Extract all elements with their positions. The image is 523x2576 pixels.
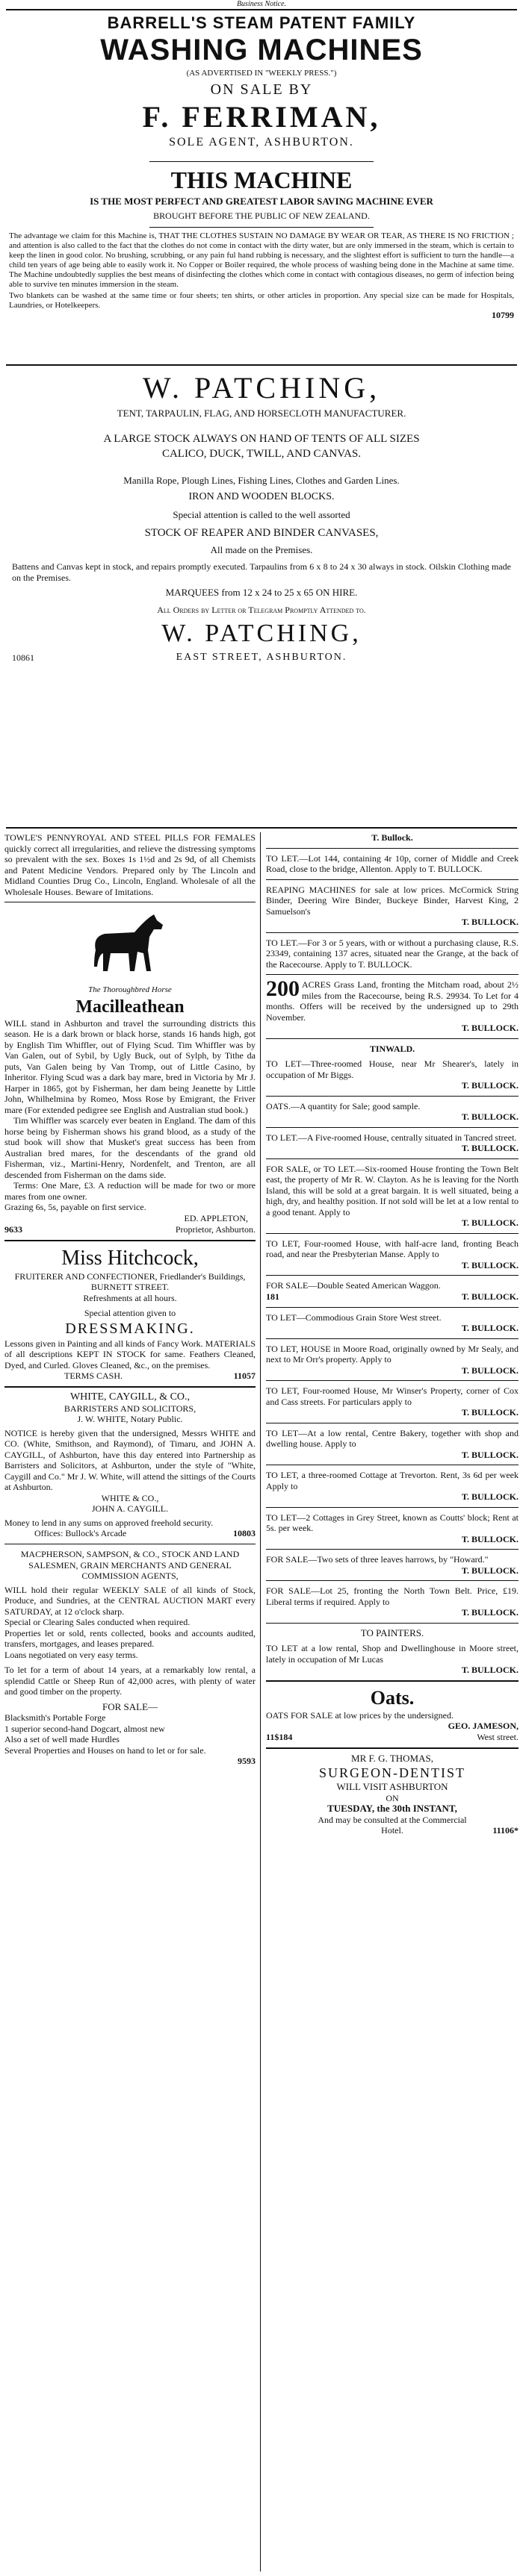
ad-text: OATS.—A quantity for Sale; good sample. [266,1100,421,1111]
ad-text: TO LET.—For 3 or 5 years, with or without a purchasing clause, R.S. 23349, containing 137 acres, situated near the Grange, at the back of the Racecourse. Apply to T. BULLOCK. [266,937,519,970]
ad-signature: T. BULLOCK. [461,1080,519,1091]
ad-signature: T. BULLOCK. [461,1407,519,1418]
barrell-body2: Two blankets can be washed at the same time or four sheets; ten shirts, or other articles in proportion. Any special size can be made for Hospitals, Laundries, or Hotelkeepers. [9,291,514,310]
towle-text: TOWLE'S PENNYROYAL AND STEEL PILLS FOR FEMALES quickly correct all irregularities, and relieve the distressing symptoms so prevalent with the sex. Boxes 1s 1½d and 2s 9d, of all Chemists and Patent Medicine Vendors. Prepared only by The Lincoln and Midland Counties Drug Co., Lincoln, England. Wholesale of all the Wholesale Houses. Beware of Imitations. [4,832,256,897]
horse-caption: The Thoroughbred Horse [88,985,172,994]
bullock-ad-18 [266,1585,519,1618]
ad-text: TO LET—At a low rental, Centre Bakery, together with shop and dwelling house. Apply to [266,1427,519,1449]
ad-number: 200 [266,976,300,1001]
patching-stock2: CALICO, DUCK, TWILL, AND CANVAS. [161,448,362,460]
bullock-ad-11 [266,1312,519,1334]
ad-text: TO LET.—A Five-roomed House, centrally situated in Tancred street. [266,1132,517,1143]
ad-signature: T. BULLOCK. [461,1291,519,1302]
barrell-claim2: BROUGHT BEFORE THE PUBLIC OF NEW ZEALAND. [153,210,370,221]
painters-heading: TO PAINTERS. [360,1627,424,1638]
patching-line3: Special attention is called to the well assorted [173,509,350,520]
hitchcock-num: 11057 [233,1370,256,1381]
ad-signature: T. BULLOCK. [461,1607,519,1618]
ad-signature: T. BULLOCK. [461,1323,519,1333]
oats-street: West street. [477,1731,519,1742]
patching-line7: MARQUEES from 12 x 24 to 25 x 65 ON HIRE. [165,587,358,598]
hitchcock-body: Lessons given in Painting and all kinds of Fancy Work. MATERIALS of all descriptions KEPT IN STOCK for same. Feathers Cleaned, Dyed, and Curled. Gloves Cleaned, &c., on the premises. [4,1338,256,1370]
mac-let: To let for a term of about 14 years, at a remarkably low rental, a splendid Cattle or Sheep Run of 42,000 acres, with plenty of water and good timber on the property. [4,1665,256,1697]
bullock-ad-7 [266,1132,519,1154]
bullock-ad-10 [266,1280,519,1303]
white-caygill-ad [4,1392,256,1539]
patching-sub: TENT, TARPAULIN, FLAG, AND HORSECLOTH MANUFACTURER. [117,408,406,419]
patching-line1: Manilla Rope, Plough Lines, Fishing Lines, Clothes and Garden Lines. [123,475,400,486]
ad-ref: 181 [266,1291,279,1302]
bullock-ad-2 [266,885,519,928]
ad-text: ACRES Grass Land, fronting the Mitcham road, about 2½ miles from the Racecourse, being R.S. 29934. To Let for 4 months. Offers will be received by the undersigned up to 29th November. [266,979,519,1023]
bullock-ad-19 [266,1643,519,1676]
barrell-heading: THIS MACHINE [170,166,353,193]
towle-ad [4,832,256,897]
ad-signature: T. BULLOCK. [461,1565,519,1576]
dent-name: MR F. G. THOMAS, [351,1752,433,1764]
white-money: Money to lend in any sums on approved freehold security. [4,1517,214,1528]
ad-signature: T. BULLOCK. [461,1533,519,1544]
patching-stock1: A LARGE STOCK ALWAYS ON HAND OF TENTS OF ALL SIZES [103,433,420,445]
hitchcock-special: Special attention given to [84,1308,176,1318]
ad-signature: T. BULLOCK. [461,1111,519,1122]
barrell-onsale: ON SALE BY [210,81,313,98]
barrell-divider [149,161,374,162]
ad-text: TO LET—2 Cottages in Grey Street, known as Coutts' block; Rent at 5s. per week. [266,1512,519,1533]
ad-signature: T. BULLOCK. [461,1365,519,1376]
dent-visit: WILL VISIT ASHBURTON [336,1781,448,1792]
horse-prop: Proprietor, Ashburton. [175,1223,256,1235]
column-separator [260,832,261,2572]
barrell-divider2 [149,227,374,228]
dent-hotel: Hotel. [381,1825,403,1836]
horse-ad [4,907,256,1235]
white-sub: BARRISTERS AND SOLICITORS, [64,1403,196,1414]
horse-name: Macilleathean [75,997,185,1017]
barrell-machine-block [9,166,514,222]
tinwald-heading: TINWALD. [369,1043,415,1054]
ad-signature: T. BULLOCK. [461,1259,519,1270]
dent-place: And may be consulted at the Commercial [318,1814,467,1825]
bullock-ad-15 [266,1470,519,1503]
barrell-body: The advantage we claim for this Machine is, THAT THE CLOTHES SUSTAIN NO DAMAGE BY WEAR OR TEAR, AS THERE IS NO FRICTION ; and attention is also called to the fact that the clothes do not come in contact with the dirty water, but are only immersed in the steam, which is certain to keep the linen in good color. No brushing, scrubbing, or any pain ful hand rubbing is necessary, and the slightest effort is sufficient to turn the handle—a child ten years of age being able to easily work it. No Copper or Boiler required, the whole process of washing being done in the Machine at same time. The Machine undoubtedly supplies the best means of disinfecting the clothes which come in contact with contagious diseases, no germ of infection being able to survive ten minutes immersion in the steam. [9,231,514,289]
white-ref: 10803 [233,1528,256,1538]
hitchcock-refresh: Refreshments at all hours. [83,1292,177,1303]
section-rule-lower [6,827,517,829]
mac-body4: Loans negotiated on very easy terms. [4,1649,138,1660]
macpherson-ad [4,1549,256,1767]
barrell-title1: BARRELL'S STEAM PATENT FAMILY [107,13,416,32]
sale-title: FOR SALE— [102,1700,158,1712]
mac-title: MACPHERSON, SAMPSON, & CO., STOCK AND LAND SALESMEN, GRAIN MERCHANTS AND GENERAL COMMISSION AGENTS, [20,1549,240,1581]
patching-line2: IRON AND WOODEN BLOCKS. [188,491,335,502]
horse-terms: Terms: One Mare, £3. A reduction will be made for two or more mares from one owner. [4,1180,256,1202]
dent-on: ON [386,1792,399,1803]
horse-grazing: Grazing 6s, 5s, payable on first service. [4,1202,146,1212]
barrell-agent: SOLE AGENT, ASHBURTON. [169,136,354,149]
ad-signature: T. BULLOCK. [461,1449,519,1460]
horse-body2: Tim Whiffler was scarcely ever beaten in England. The dam of this horse being by Fisherman shows his grand blood, as a study of the stud book will show that Musket's great success has been from Australian bred mares, for the descendants of the grand old Fisherman, viz., Martini-Henry, Nordenfelt, and Trenton, are all descended from Fisherman on the dams side. [4,1115,256,1180]
ad-signature: T. BULLOCK. [461,1665,519,1675]
bullock-ad-1 [266,853,519,875]
mac-body2: Special or Clearing Sales conducted when required. [4,1617,191,1627]
barrell-ref: 10799 [492,310,514,320]
hitchcock-title: Miss Hitchcock, [61,1246,199,1270]
patching-rule-top [6,364,517,366]
left-column [4,832,256,2576]
patching-ref: 10861 [12,652,34,663]
horse-icon [85,907,175,982]
oats-sig: GEO. JAMESON, [448,1721,519,1731]
ad-text: TO LET—Three-roomed House, near Mr Shearer's, lately in occupation of Mr Biggs. [266,1058,519,1080]
patching-name: W. PATCHING, [161,620,362,647]
white-office: Offices: Bullock's Arcade [34,1528,127,1538]
patching-title: W. PATCHING, [142,371,381,405]
patching-address: EAST STREET, ASHBURTON. [176,652,347,663]
barrell-ad [9,13,514,151]
bullock-ad-9 [266,1238,519,1271]
patching-line4: STOCK OF REAPER AND BINDER CANVASES, [144,527,379,539]
bullock-ad-17 [266,1554,519,1576]
mac-body: WILL hold their regular WEEKLY SALE of all kinds of Stock, Produce, and Sundries, at the CENTRAL AUCTION MART every SATURDAY, at 12 o'clock sharp. [4,1584,256,1617]
ad-text: TO LET, HOUSE in Moore Road, originally owned by Mr Sealy, and next to Mr Orr's property. Apply to [266,1343,519,1365]
bullock-ad-6 [266,1101,519,1123]
horse-owner: ED. APPLETON, [184,1212,248,1223]
barrell-claim1: IS THE MOST PERFECT AND GREATEST LABOR SAVING MACHINE EVER [90,196,433,207]
ad-signature: T. BULLOCK. [461,1143,519,1153]
oats-title: Oats. [370,1686,415,1709]
bullock-ad-13 [266,1385,519,1418]
ad-text: FOR SALE, or TO LET.—Six-roomed House fronting the Town Belt east, the property of Mr R. W. Clayton. As he is leaving for the North Island, this will be sold at a great bargain. It is well situated, being a high, dry, and healthy position. If not sold will be let at a low rental to a good tenant. Apply to [266,1163,519,1217]
ad-text: TO LET at a low rental, Shop and Dwellinghouse in Moore street, lately in occupation of Mr Lucas [266,1643,519,1665]
top-rule [6,9,517,10]
hitchcock-dress: DRESSMAKING. [65,1320,195,1337]
barrell-advertised: (AS ADVERTISED IN "WEEKLY PRESS.") [186,69,337,78]
bullock-ad-12 [266,1344,519,1376]
sale-body: Blacksmith's Portable Forge 1 superior second-hand Dogcart, almost new Also a set of well made Hurdles Several Properties and Houses on hand to let or for sale. [4,1712,206,1756]
dent-ref: 11106* [492,1825,519,1836]
bullock-ad-16 [266,1512,519,1545]
oats-body: OATS FOR SALE at low prices by the undersigned. [266,1709,454,1721]
bullock-ad-3 [266,938,519,970]
patching-line5: All made on the Premises. [210,544,313,555]
dentist-ad [266,1753,519,1837]
ad-text: TO LET, Four-roomed House, Mr Winser's Property, corner of Cox and Cass streets. For particulars apply to [266,1385,519,1407]
ad-text: TO LET, a three-roomed Cottage at Trevorton. Rent, 3s 6d per week Apply to [266,1470,519,1491]
sale-ref: 9593 [238,1756,256,1766]
ad-signature: T. BULLOCK. [461,1491,519,1502]
oats-ref: 11$184 [266,1731,293,1742]
ad-text: TO LET—Commodious Grain Store West street. [266,1312,442,1323]
barrell-title2: WASHING MACHINES [100,34,423,66]
barrell-name: F. FERRIMAN, [142,100,381,134]
bullock-ad-14 [266,1428,519,1461]
ad-signature: T. BULLOCK. [461,1023,519,1033]
white-sign1: WHITE & CO., [101,1492,159,1503]
horse-body: WILL stand in Ashburton and travel the surrounding districts this season. He is a dark brown or black horse, stands 16 hands high, got by English Tim Whiffler, out of Flying Scud. Tim Whiffler was by Van Galen, out of Sybil, by Ugly Buck, out of Sylph, by Tithe da puts, Van Galen being by Van Tromp, out of Little Casino, by Inheritor. Flying Scud was a dark bay mare, bred in Victoria by Mr J. Harper in 1865, got by Fisherman, her dam being Jeanette by Little John, Whilhelmina by Romeo, Moss Rose by Emigrant, the Friver mare (For extended pedigree see English and Australian stud book.) [4,1017,256,1115]
bullock-ad-8 [266,1164,519,1229]
right-column [266,832,519,2576]
bullock-top: T. Bullock. [371,832,413,843]
horse-ref: 9633 [4,1223,22,1235]
oats-ad [266,1686,519,1743]
ad-signature: T. BULLOCK. [461,1217,519,1228]
ad-text: TO LET.—Lot 144, containing 4r 10p, corner of Middle and Creek Road, close to the bridge, Allenton. Apply to T. BULLOCK. [266,852,519,874]
dent-title: SURGEON-DENTIST [319,1765,465,1780]
ad-text: FOR SALE—Two sets of three leaves harrows, by "Howard." [266,1554,489,1565]
bullock-ad-5 [266,1058,519,1091]
hitchcock-ad [4,1246,256,1382]
section-header: Business Notice. [236,0,287,8]
ad-text: REAPING MACHINES for sale at low prices. McCormick String Binder, Deering Wire Binder, Buckeye Binder, Harvest King, 2 Samuelson's [266,884,519,917]
white-body: NOTICE is hereby given that the undersigned, Messrs WHITE and CO. (White, Smithson, and Raymond), of Timaru, and JOHN A. CAYGILL, of Ashburton, have this day entered into Partnership as Barristers and Solicitors, at Ashburton, under the style of "White, Caygill and Co." Mr J. W. White, will attend the sittings of the Courts at Ashburton. [4,1427,256,1492]
white-title: WHITE, CAYGILL, & CO., [69,1391,191,1403]
patching-line8: All Orders by Letter or Telegram Promptly Attended to. [157,605,366,615]
ad-text: FOR SALE—Lot 25, fronting the North Town Belt. Price, £19. Liberal terms if required. Apply to [266,1585,519,1607]
barrell-body-block [9,231,514,320]
bullock-ad-4 [266,976,519,1034]
white-notary: J. W. WHITE, Notary Public. [77,1414,183,1424]
ad-text: TO LET, Four-roomed House, with half-acre land, fronting Beach road, and near the Presbyterian Manse. Apply to [266,1238,519,1259]
patching-line6: Battens and Canvas kept in stock, and repairs promptly executed. Tarpaulins from 6 x 8 to 24 x 30 always in stock. Oilskin Clothing made on the Premises. [12,561,511,583]
dent-date: TUESDAY, the 30th INSTANT, [327,1803,457,1814]
hitchcock-sub: FRUITERER AND CONFECTIONER, Friedlander's Buildings, BURNETT STREET. [14,1270,246,1292]
ad-text: FOR SALE—Double Seated American Waggon. [266,1280,441,1291]
mac-body3: Properties let or sold, rents collected, books and accounts audited, transfers, mortgages, and leases prepared. [4,1627,256,1649]
white-sign2: JOHN A. CAYGILL. [91,1503,169,1514]
hitchcock-terms: TERMS CASH. [64,1370,123,1381]
ad-signature: T. BULLOCK. [461,917,519,927]
patching-ad [9,370,514,666]
